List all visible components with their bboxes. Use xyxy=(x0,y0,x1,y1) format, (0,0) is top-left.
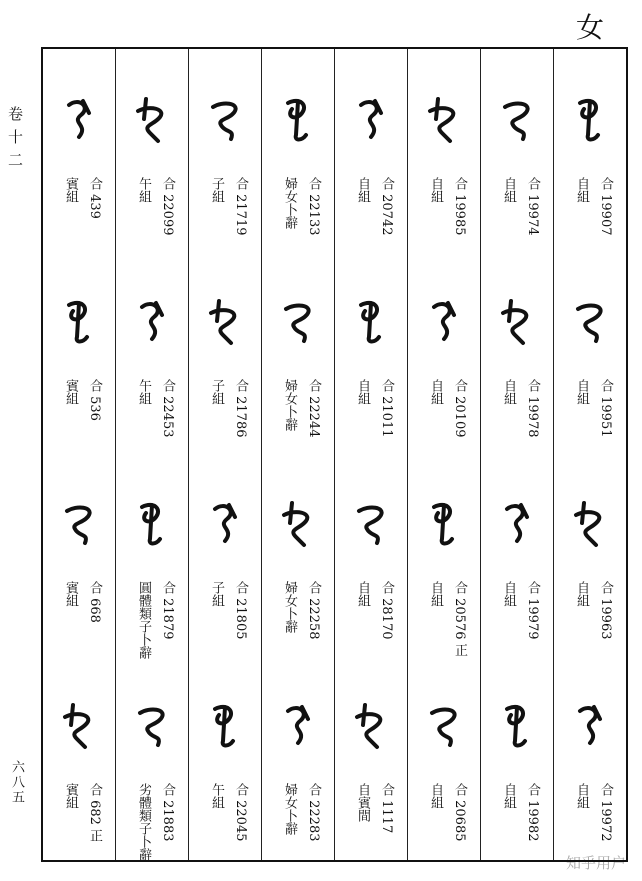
group-label: 自組 xyxy=(501,581,516,607)
oracle-bone-glyph-icon xyxy=(278,499,318,547)
source-number: 合 22045 xyxy=(233,783,248,842)
oracle-bone-glyph-icon xyxy=(132,297,172,345)
oracle-bone-glyph-icon xyxy=(570,95,610,143)
source-number: 合 439 xyxy=(87,177,102,219)
glyph-entry xyxy=(189,69,261,269)
oracle-bone-glyph-icon xyxy=(205,499,245,547)
oracle-bone-glyph-icon xyxy=(351,499,391,547)
oracle-bone-glyph-icon xyxy=(351,95,391,143)
oracle-bone-glyph-icon xyxy=(570,499,610,547)
glyph-entry xyxy=(335,675,407,875)
group-label: 婦女卜辭 xyxy=(282,379,297,431)
glyph-entry xyxy=(262,675,334,875)
group-label: 自組 xyxy=(574,379,589,405)
source-number: 合 21805 xyxy=(233,581,248,640)
glyph-entry xyxy=(43,271,115,471)
glyph-entry xyxy=(481,675,553,875)
source-number: 合 22133 xyxy=(306,177,321,236)
source-number: 合 20685 xyxy=(452,783,467,842)
source-number: 合 1117 xyxy=(379,783,394,834)
oracle-bone-glyph-icon xyxy=(278,297,318,345)
glyph-entry xyxy=(189,675,261,875)
source-number: 合 21719 xyxy=(233,177,248,236)
oracle-bone-glyph-icon xyxy=(424,701,464,749)
source-number: 合 19972 xyxy=(598,783,613,842)
group-label: 自組 xyxy=(501,379,516,405)
group-label: 自組 xyxy=(428,177,443,203)
oracle-bone-glyph-icon xyxy=(497,95,537,143)
source-number: 合 20109 xyxy=(452,379,467,438)
group-label: 自組 xyxy=(501,177,516,203)
glyph-entry xyxy=(116,271,188,471)
group-label: 自賓間 xyxy=(355,783,370,822)
source-number: 合 22283 xyxy=(306,783,321,842)
group-label: 自組 xyxy=(574,783,589,809)
oracle-bone-glyph-icon xyxy=(351,701,391,749)
group-label: 婦女卜辭 xyxy=(282,783,297,835)
glyph-entry xyxy=(335,69,407,269)
source-number: 合 22453 xyxy=(160,379,175,438)
glyph-entry xyxy=(408,675,480,875)
oracle-bone-glyph-icon xyxy=(59,95,99,143)
group-label: 自組 xyxy=(428,783,443,809)
source-number: 合 28170 xyxy=(379,581,394,640)
glyph-entry xyxy=(43,675,115,875)
column xyxy=(43,49,115,860)
oracle-bone-glyph-icon xyxy=(497,499,537,547)
group-label: 午組 xyxy=(136,177,151,203)
oracle-bone-glyph-icon xyxy=(278,95,318,143)
group-label: 賓組 xyxy=(63,379,78,405)
source-number: 合 21879 xyxy=(160,581,175,640)
source-number: 合 22099 xyxy=(160,177,175,236)
group-label: 午組 xyxy=(209,783,224,809)
glyph-entry xyxy=(116,473,188,673)
group-label: 自組 xyxy=(428,581,443,607)
oracle-bone-glyph-icon xyxy=(570,297,610,345)
glyph-entry xyxy=(408,271,480,471)
oracle-bone-glyph-icon xyxy=(424,499,464,547)
group-label: 子組 xyxy=(209,379,224,405)
oracle-bone-glyph-icon xyxy=(351,297,391,345)
group-label: 自組 xyxy=(355,379,370,405)
source-number: 合 19907 xyxy=(598,177,613,236)
group-label: 劣體類子卜辭 xyxy=(136,783,151,861)
oracle-bone-glyph-icon xyxy=(424,297,464,345)
glyph-entry xyxy=(262,473,334,673)
source-number: 合 536 xyxy=(87,379,102,421)
group-label: 自組 xyxy=(574,581,589,607)
glyph-entry xyxy=(262,271,334,471)
group-label: 婦女卜辭 xyxy=(282,581,297,633)
oracle-bone-glyph-icon xyxy=(132,95,172,143)
glyph-entry xyxy=(554,473,626,673)
source-number: 合 22244 xyxy=(306,379,321,438)
oracle-bone-glyph-icon xyxy=(570,701,610,749)
group-label: 自組 xyxy=(428,379,443,405)
oracle-bone-glyph-icon xyxy=(59,701,99,749)
glyph-entry xyxy=(408,69,480,269)
group-label: 賓組 xyxy=(63,783,78,809)
glyph-entry xyxy=(481,473,553,673)
group-label: 子組 xyxy=(209,177,224,203)
source-number: 合 21786 xyxy=(233,379,248,438)
source-number: 合 22258 xyxy=(306,581,321,640)
head-character: 女 xyxy=(575,11,604,44)
source-number: 合 20576 正 xyxy=(452,581,467,657)
group-label: 午組 xyxy=(136,379,151,405)
glyph-entry xyxy=(262,69,334,269)
watermark: 知乎用户 xyxy=(565,854,626,872)
column xyxy=(261,49,334,860)
oracle-bone-glyph-icon xyxy=(132,701,172,749)
oracle-bone-glyph-icon xyxy=(59,499,99,547)
oracle-bone-glyph-icon xyxy=(59,297,99,345)
column xyxy=(553,49,626,860)
group-label: 婦女卜辭 xyxy=(282,177,297,229)
source-number: 合 21883 xyxy=(160,783,175,842)
oracle-bone-glyph-icon xyxy=(205,95,245,143)
glyph-entry xyxy=(189,271,261,471)
oracle-bone-glyph-icon xyxy=(424,95,464,143)
glyph-entry xyxy=(335,271,407,471)
oracle-bone-glyph-icon xyxy=(278,701,318,749)
glyph-entry xyxy=(554,675,626,875)
glyph-entry xyxy=(554,271,626,471)
page-number: 六八五 xyxy=(9,760,24,805)
oracle-bone-glyph-icon xyxy=(205,701,245,749)
glyph-entry xyxy=(43,473,115,673)
glyph-entry xyxy=(116,69,188,269)
source-number: 合 19982 xyxy=(525,783,540,842)
source-number: 合 19963 xyxy=(598,581,613,640)
column xyxy=(480,49,553,860)
glyph-entry xyxy=(554,69,626,269)
source-number: 合 19978 xyxy=(525,379,540,438)
glyph-table xyxy=(41,47,628,862)
source-number: 合 668 xyxy=(87,581,102,623)
oracle-bone-glyph-icon xyxy=(497,701,537,749)
glyph-entry xyxy=(43,69,115,269)
group-label: 圓體類子卜辭 xyxy=(136,581,151,659)
group-label: 賓組 xyxy=(63,177,78,203)
group-label: 自組 xyxy=(574,177,589,203)
source-number: 合 19985 xyxy=(452,177,467,236)
group-label: 子組 xyxy=(209,581,224,607)
source-number: 合 19951 xyxy=(598,379,613,438)
glyph-entry xyxy=(116,675,188,875)
source-number: 合 19979 xyxy=(525,581,540,640)
oracle-bone-glyph-icon xyxy=(497,297,537,345)
group-label: 自組 xyxy=(501,783,516,809)
column xyxy=(334,49,407,860)
group-label: 賓組 xyxy=(63,581,78,607)
glyph-entry xyxy=(408,473,480,673)
volume-label: 卷十二 xyxy=(6,106,24,175)
source-number: 合 19974 xyxy=(525,177,540,236)
column xyxy=(407,49,480,860)
group-label: 自組 xyxy=(355,581,370,607)
group-label: 自組 xyxy=(355,177,370,203)
glyph-entry xyxy=(189,473,261,673)
source-number: 合 20742 xyxy=(379,177,394,236)
oracle-bone-glyph-icon xyxy=(205,297,245,345)
column xyxy=(188,49,261,860)
source-number: 合 21011 xyxy=(379,379,394,438)
column xyxy=(115,49,188,860)
glyph-entry xyxy=(335,473,407,673)
glyph-entry xyxy=(481,69,553,269)
oracle-bone-glyph-icon xyxy=(132,499,172,547)
source-number: 合 682 正 xyxy=(87,783,102,843)
glyph-entry xyxy=(481,271,553,471)
